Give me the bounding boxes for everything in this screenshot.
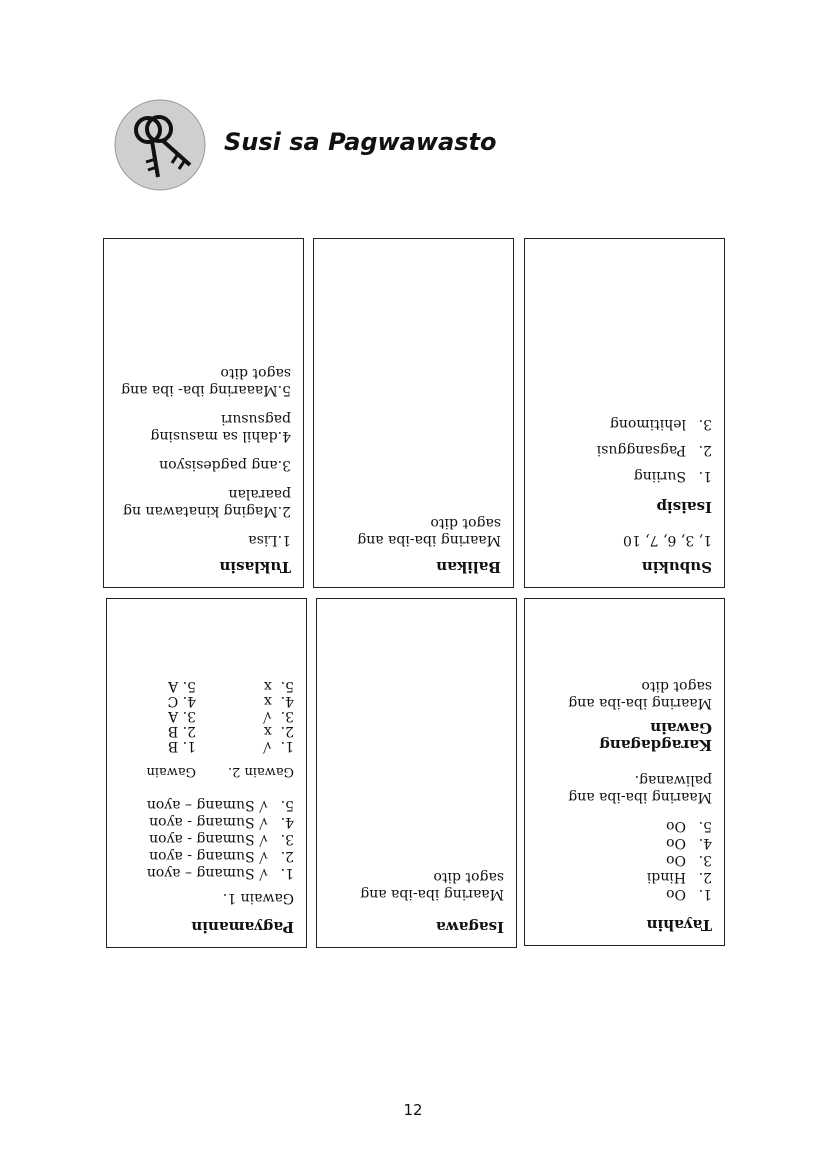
list-item: 2. √ Sumang - ayon <box>149 848 294 864</box>
list-item: 2. Hindi <box>646 869 712 885</box>
list-item: 4. √ Sumang - ayon <box>149 814 294 830</box>
gawain-2-table <box>167 678 294 753</box>
box-pagyamanin <box>106 598 307 948</box>
tayahin-note: Maaring iba-iba ang paliwanag. <box>568 772 712 805</box>
list-item: 3. √ Sumang - ayon <box>149 831 294 847</box>
table-row: 3. √ 3. A <box>168 708 294 724</box>
tuklasin-item-5: 5.Maaaring iba- iba ang sagot dito <box>121 365 291 398</box>
section-title-pagyamanin: Pagyamanin <box>191 918 294 936</box>
list-item: 5. √ Sumang – ayon <box>146 797 294 813</box>
section-title-isaisip: Isaisip <box>656 498 712 516</box>
list-item: 1. √ Sumang – ayon <box>146 865 294 881</box>
table-row: 1. √ 1. B <box>167 738 294 754</box>
section-title-subukin: Subukin <box>641 558 712 576</box>
section-title-isagawa: Isagawa <box>435 918 504 936</box>
list-item: 5. Oo <box>666 818 712 834</box>
box-tuklasin <box>103 238 304 588</box>
list-item: 3. Oo <box>666 852 712 868</box>
isagawa-answer: Maaring iba-iba ang sagot dito <box>360 869 504 902</box>
section-title-balikan: Balikan <box>436 558 501 576</box>
table-row: 5. x 5. A <box>168 678 294 694</box>
list-item: 2. Pagsanggusi <box>596 442 712 458</box>
table-row: 4. x 4. C <box>167 693 294 709</box>
page-title: Susi sa Pagwawasto <box>224 128 497 156</box>
box-isagawa <box>316 598 517 948</box>
tuklasin-item-4: 4.dahil sa masusing pagsusuri <box>150 411 291 444</box>
list-item: 1. Suriing <box>633 468 712 484</box>
tuklasin-item-3: 3.ang pagdesisyon <box>159 457 291 473</box>
list-item: 4. Oo <box>666 835 712 851</box>
keys-icon <box>114 99 206 191</box>
list-item: 3. lehitimong <box>609 416 712 432</box>
gawain-3-label: Gawain <box>146 764 196 779</box>
table-row: 2. x 2. B <box>167 723 294 739</box>
box-subukin <box>524 238 725 588</box>
gawain-2-label: Gawain 2. <box>227 764 294 779</box>
tuklasin-item-1: 1.Lisa <box>248 532 291 548</box>
balikan-answer: Maaring iba-iba ang sagot dito <box>357 515 501 548</box>
section-title-karagdagang-gawain: Karagdagang Gawain <box>599 719 712 754</box>
box-balikan <box>313 238 514 588</box>
karagdagang-gawain-answer: Maaring iba-iba ang sagot dito <box>568 678 712 711</box>
page-number: 12 <box>403 1101 423 1119</box>
list-item: 1. Oo <box>666 886 712 902</box>
box-tayahin <box>524 598 725 946</box>
gawain-1-label: Gawain 1. <box>222 890 294 906</box>
section-title-tayahin: Tayahin <box>646 916 712 934</box>
section-title-tuklasin: Tuklasin <box>219 558 291 576</box>
subukin-answer: 1, 3, 6, 7, 10 <box>622 532 712 548</box>
tuklasin-item-2: 2.Maging kinatawan ng paaralan <box>123 486 291 519</box>
